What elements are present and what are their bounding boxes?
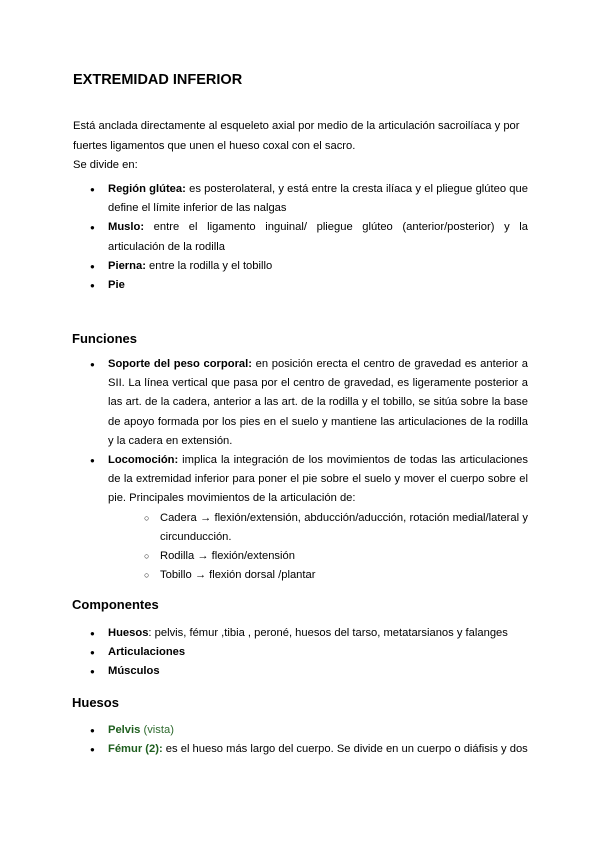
componentes-list <box>90 624 528 682</box>
item-term: Soporte del peso corporal: <box>108 358 252 370</box>
intro-divides-label: Se divide en: <box>73 159 138 171</box>
list-item <box>90 624 528 643</box>
item-term: Pelvis <box>108 724 141 736</box>
huesos-heading: Huesos <box>72 695 119 710</box>
sublist-item: ○ Tobillo → flexión dorsal /plantar <box>144 566 528 585</box>
sublist-item: ○ Rodilla → flexión/extensión <box>144 547 528 566</box>
item-term: Pierna: <box>108 259 146 272</box>
list-item <box>90 355 528 451</box>
list-item <box>90 218 528 256</box>
componentes-heading: Componentes <box>72 597 159 612</box>
item-text: entre la rodilla y el tobillo <box>145 259 273 272</box>
item-term: Fémur (2): <box>108 743 163 756</box>
list-item <box>90 662 528 681</box>
item-term: Huesos <box>108 627 149 639</box>
item-term: Muslo: <box>108 221 145 234</box>
list-item <box>90 276 528 295</box>
movements-sublist <box>108 509 528 586</box>
item-text: es posterolateral, y está entre la cresta ilíaca y el pliegue glúteo que define el límite inferior de las nalgas <box>108 183 528 215</box>
item-text: entre el ligamento inguinal/ pliegue glúteo (anterior/posterior) y la articulación de la rodilla <box>108 221 528 253</box>
list-item <box>90 180 528 218</box>
huesos-list <box>90 721 528 759</box>
item-text: en posición erecta el centro de gravedad es anterior a SII. La línea vertical que pasa por el centro de gravedad, es ligeramente posterior a las art. de la cadera, anterior a las art. de la rodilla y el tobillo, se sitúa sobre la base de apoyo formada por los pies en el suelo y mantiene las articulaciones de la rodilla y la cadera en extensión. <box>108 358 528 447</box>
divisions-list <box>90 180 528 295</box>
list-item <box>90 257 528 276</box>
item-term: Locomoción: <box>108 454 179 467</box>
item-term: Región glútea: <box>108 183 186 195</box>
funciones-heading: Funciones <box>72 331 138 346</box>
list-item <box>90 451 528 585</box>
item-text: (vista) <box>140 724 174 736</box>
item-term: Músculos <box>108 665 160 678</box>
item-text: : pelvis, fémur ,tibia , peroné, huesos del tarso, metatarsianos y falanges <box>148 627 508 639</box>
funciones-list <box>90 355 528 585</box>
item-text: implica la integración de los movimientos de todas las articulaciones de la extremidad inferior para poner el pie sobre el suelo y mover el cuerpo sobre el pie. Principales movimientos de la articulación de: <box>108 454 528 505</box>
page-title: EXTREMIDAD INFERIOR <box>73 72 243 88</box>
list-item <box>90 740 528 759</box>
intro-paragraph <box>73 117 528 176</box>
item-term: Articulaciones <box>108 646 186 659</box>
item-text: es el hueso más largo del cuerpo. Se divide en un cuerpo o diáfisis y dos <box>162 743 528 756</box>
intro-text: Está anclada directamente al esqueleto axial por medio de la articulación sacroilíaca y por fuertes ligamentos que unen el hueso coxal con el sacro. <box>73 120 520 152</box>
list-item <box>90 721 528 740</box>
list-item <box>90 643 528 662</box>
item-term: Pie <box>108 279 125 292</box>
sublist-item: ○ Cadera → flexión/extensión, abducción/aducción, rotación medial/lateral y circunducción. <box>144 509 528 547</box>
